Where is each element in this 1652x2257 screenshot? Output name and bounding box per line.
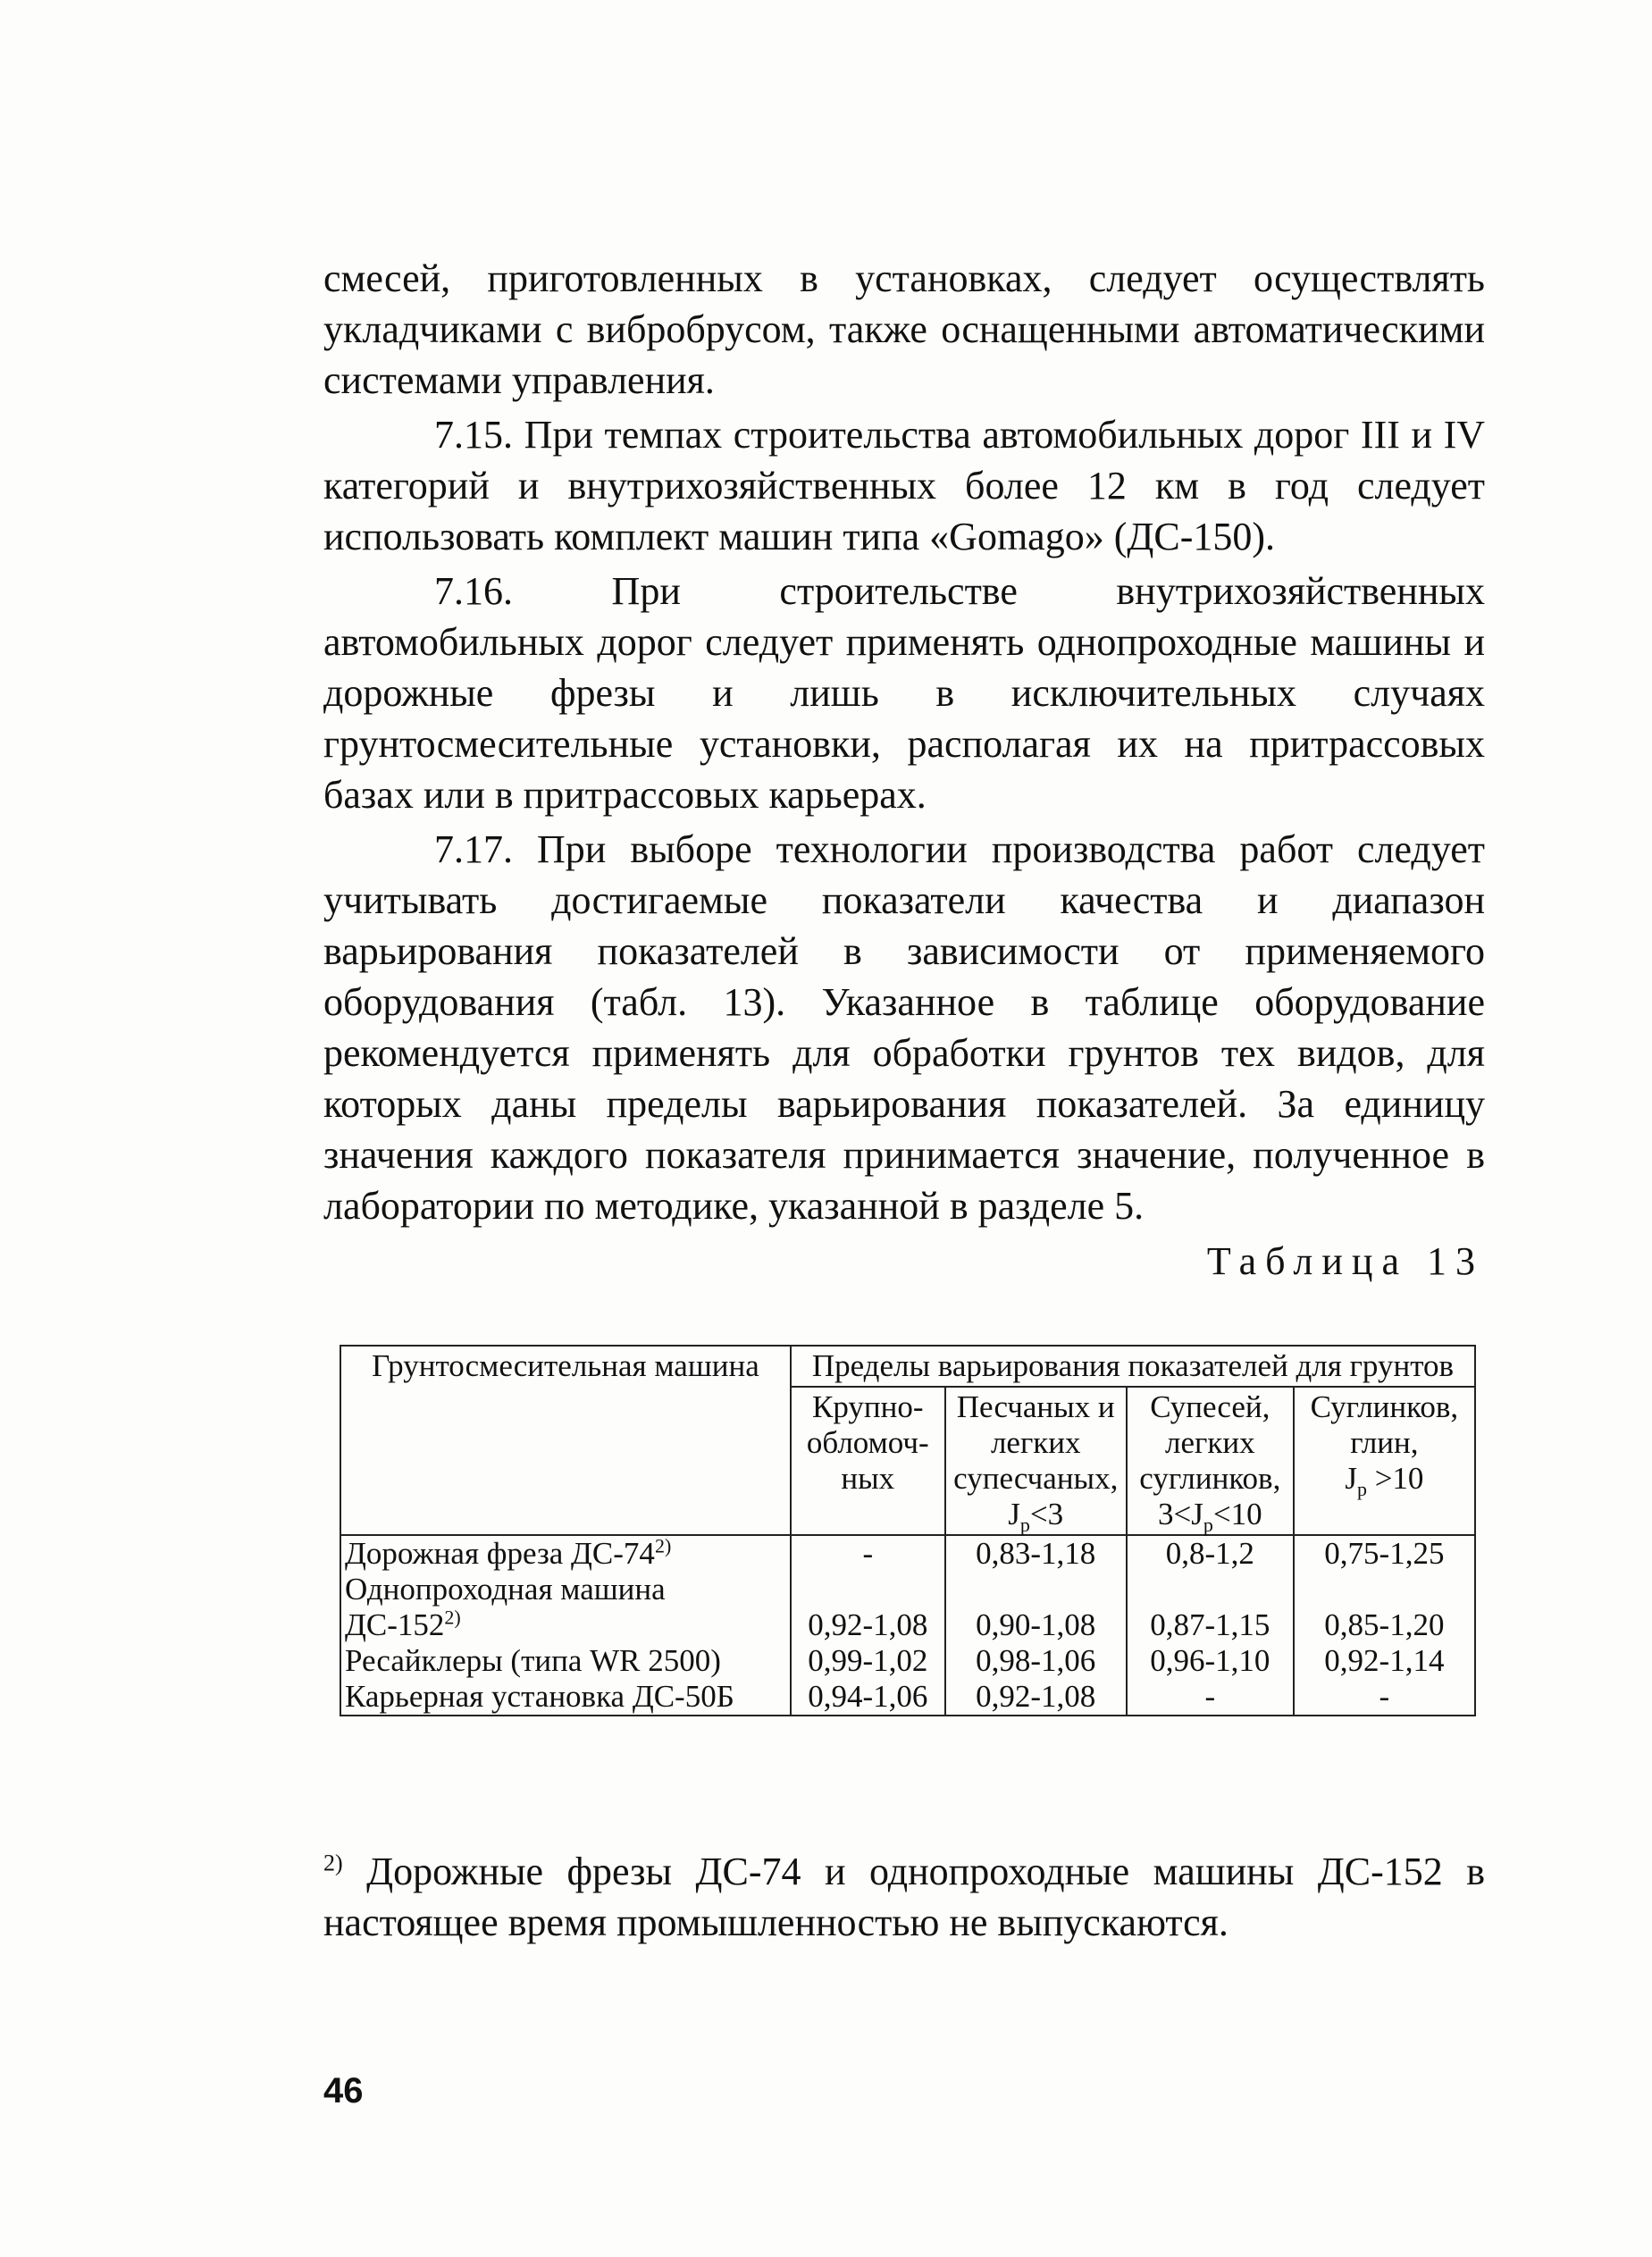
row-name (340, 1572, 791, 1643)
row-name-text: Однопроходная машина ДС-152 (345, 1572, 666, 1642)
row-value-sandy-loam: - (1127, 1679, 1294, 1716)
subheader-sandy-loam-sub: p (1203, 1514, 1213, 1536)
header-machine: Грунтосмесительная машина (340, 1346, 791, 1535)
footnote-ref: 2) (444, 1606, 461, 1629)
footnote-text: Дорожные фрезы ДС-74 и однопроходные машины ДС-152 в настоящее время промышленностью не выпускаются. (323, 1850, 1485, 1944)
row-name-text: Карьерная установка ДС-50Б (345, 1679, 734, 1714)
subheader-loam-clay-sub: p (1356, 1478, 1367, 1500)
subheader-loam-clay-cond: J (1345, 1461, 1357, 1496)
equipment-table (340, 1345, 1476, 1716)
footnote-ref: 2) (654, 1534, 672, 1557)
subheader-sandy-loam (1127, 1387, 1294, 1535)
row-name-text: Ресайклеры (типа WR 2500) (345, 1643, 721, 1678)
row-name (340, 1643, 791, 1679)
row-value-sandy: 0,92-1,08 (945, 1679, 1127, 1716)
subheader-sandy-sub: p (1019, 1514, 1030, 1536)
row-value-loam-clay: - (1294, 1679, 1475, 1716)
row-value-loam-clay: 0,85-1,20 (1294, 1572, 1475, 1643)
row-value-sandy: 0,83-1,18 (945, 1535, 1127, 1572)
subheader-sandy-label: Песчаных и легких супесчаных, (953, 1389, 1119, 1496)
row-value-coarse: 0,99-1,02 (791, 1643, 945, 1679)
body-text (323, 253, 1485, 1235)
row-value-coarse: 0,94-1,06 (791, 1679, 945, 1716)
subheader-sandy-tail: <3 (1029, 1497, 1064, 1531)
row-value-loam-clay: 0,75-1,25 (1294, 1535, 1475, 1572)
row-value-coarse: 0,92-1,08 (791, 1572, 945, 1643)
table-header-row (340, 1346, 1475, 1387)
subheader-sandy-loam-tail: <10 (1212, 1497, 1262, 1531)
row-name (340, 1679, 791, 1716)
paragraph-continuation: смесей, приготовленных в установках, следует осуществлять укладчиками с вибробрусом, также оснащенными автоматическими системами управления. (323, 256, 1485, 402)
footnote-mark: 2) (323, 1850, 343, 1876)
row-value-sandy: 0,98-1,06 (945, 1643, 1127, 1679)
paragraph-7-16: 7.16. При строительстве внутрихозяйственных автомобильных дорог следует применять однопроходные машины и дорожные фрезы и лишь в исключительных случаях грунтосмесительные установки, располагая их на притрассовых базах или в притрассовых карьерах. (323, 569, 1485, 817)
row-value-sandy-loam: 0,96-1,10 (1127, 1643, 1294, 1679)
table-row (340, 1643, 1475, 1679)
row-name (340, 1535, 791, 1572)
row-value-loam-clay: 0,92-1,14 (1294, 1643, 1475, 1679)
row-value-sandy: 0,90-1,08 (945, 1572, 1127, 1643)
table-row (340, 1679, 1475, 1716)
row-value-coarse: - (791, 1535, 945, 1572)
table-row (340, 1572, 1475, 1643)
table-row (340, 1535, 1475, 1572)
subheader-sandy (945, 1387, 1127, 1535)
subheader-sandy-cond: J (1008, 1497, 1020, 1531)
subheader-loam-clay-tail: >10 (1366, 1461, 1424, 1496)
row-value-sandy-loam: 0,87-1,15 (1127, 1572, 1294, 1643)
subheader-loam-clay (1294, 1387, 1475, 1535)
paragraph-7-15: 7.15. При темпах строительства автомобильных дорог III и IV категорий и внутрихозяйственных более 12 км в год следует использовать комплект машин типа «Gomago» (ДС-150). (323, 413, 1485, 558)
row-name-text: Дорожная фреза ДС-74 (345, 1536, 655, 1571)
header-limits: Пределы варьирования показателей для грунтов (791, 1346, 1475, 1387)
footnote (323, 1846, 1485, 1948)
row-value-sandy-loam: 0,8-1,2 (1127, 1535, 1294, 1572)
subheader-loam-clay-label: Суглинков, глин, (1310, 1389, 1459, 1460)
subheader-sandy-loam-head: 3<J (1157, 1497, 1203, 1531)
subheader-sandy-loam-label: Супесей, легких суглинков, (1139, 1389, 1281, 1496)
paragraph-7-17: 7.17. При выборе технологии производства работ следует учитывать достигаемые показатели качества и диапазон варьирования показателей в зависимости от применяемого оборудования (табл. 13). Указанное в таблице оборудование рекомендуется применять для обработки грунтов тех видов, для которых даны пределы варьирования показателей. За единицу значения каждого показателя принимается значение, полученное в лаборатории по методике, указанной в разделе 5. (323, 827, 1485, 1228)
subheader-coarse: Крупно-обломоч-ных (791, 1387, 945, 1535)
page-number: 46 (323, 2071, 364, 2110)
table-caption: Таблица 13 (1206, 1239, 1484, 1283)
